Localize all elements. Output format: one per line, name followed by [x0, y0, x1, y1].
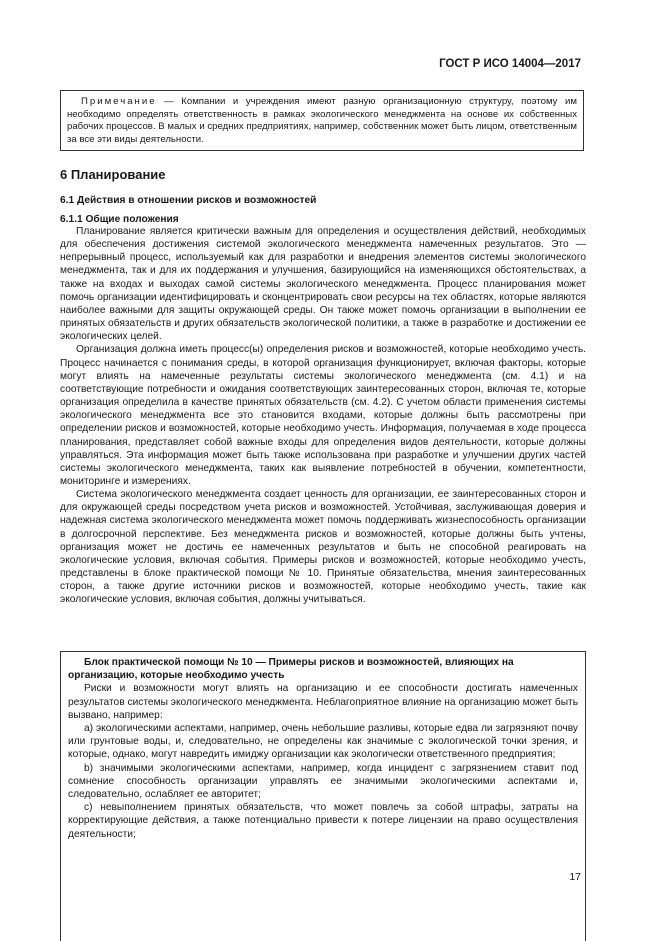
- note-paragraph: [67, 96, 577, 146]
- section-title: 6 Планирование: [60, 167, 166, 182]
- practice-block-title: Блок практической помощи № 10 — Примеры рисков и возможностей, влияющих на организацию, которые необходимо учесть: [68, 657, 514, 682]
- note-box: [60, 90, 584, 151]
- subsubsection-heading-block: [60, 214, 586, 225]
- note-text: — Компании и учреждения имеют разную организационную структуру, поэтому им необходимо определять ответственность в рамках экологического менеджмента на основе их собственных рабочих процессов. В малых и средних предприятиях, например, собственник может быть лицом, ответственным за все эти виды деятельности.: [67, 96, 577, 145]
- practice-block-item: b) значимыми экологическими аспектами, например, когда инцидент с загрязнением ставит под сомнение способность организации управлять ее значимыми экологическими аспектами и, следовательно, ослабляет ее авторитет;: [68, 762, 578, 801]
- page-number: 17: [569, 871, 581, 883]
- practice-block-intro: Риски и возможности могут влиять на организацию и ее способности достигать намеченных результатов системы экологического менеджмента. Неблагоприятное влияние на организацию может быть вызвано, например:: [68, 683, 578, 721]
- section-body: [60, 225, 586, 607]
- subsubsection-title: 6.1.1 Общие положения: [60, 214, 179, 225]
- subsection-heading-block: [60, 195, 586, 206]
- practice-block-item: c) невыполнением принятых обязательств, что может повлечь за собой штрафы, затраты на корректирующие действия, а также потенциально привести к потере лицензии на право осуществления деятельности;: [68, 802, 578, 840]
- practice-block-item: а) экологическими аспектами, например, очень небольшие разливы, которые едва ли загрязняют почву или грунтовые воды, и, следовательно, не определены как значимые с экологической точки зрения, и которые, однако, могут навредить имиджу организации как экологически ответственного предприятия;: [68, 723, 578, 761]
- practice-block-box: [60, 651, 586, 941]
- body-paragraph: Организация должна иметь процесс(ы) определения рисков и возможностей, которые необходимо учесть. Процесс начинается с понимания среды, в которой организация функционирует, включая факторы, которые могут влиять на намеченные результаты системы экологического менеджмента (см. 4.1) и на соответствующие потребности и ожидания соответствующих заинтересованных сторон, включая те, которые организация определила в качестве принятых обязательств (см. 4.2). С учетом области применения системы экологического менеджмента все это становится входами, которые должны быть рассмотрены при определении рисков и возможностей, которые необходимо учесть. Информация, получаемая в ходе процесса планирования, представляет собой важные входы для определения видов деятельности, которые должны управляться. Эта информация может быть также использована при разработке и улучшении других частей системы экологического менеджмента, таких как выявление потребностей в обучении, компетентности, мониторинге и измерениях.: [60, 344, 586, 487]
- section-heading-block: [60, 167, 586, 182]
- note-label: Примечание: [81, 96, 157, 107]
- subsection-title: 6.1 Действия в отношении рисков и возможностей: [60, 195, 317, 206]
- body-paragraph: Система экологического менеджмента создает ценность для организации, ее заинтересованных сторон и для окружающей среды посредством учета рисков и возможностей. Устойчивая, заслуживающая доверия и надежная система экологического менеджмента может помочь поддерживать жизнеспособность организации в долгосрочной перспективе. Без менеджмента рисков и возможностей, которые должны быть учтены, организация может не достичь ее намеченных результатов и быть не способной реагировать на экологические условия, включая события. Примеры рисков и возможностей, которые необходимо учесть, представлены в блоке практической помощи № 10. Принятые обязательства, мнения заинтересованных сторон, а также другие источники рисков и возможностей, которые необходимо учесть, такие как экологические условия, включая события, должны учитываться.: [60, 489, 586, 606]
- body-paragraph: Планирование является критически важным для определения и осуществления действий, необходимых для обеспечения достижения системой экологического менеджмента намеченных результатов. Это — непрерывный процесс, используемый как для разработки и внедрения элементов системы экологического менеджмента, так и для их поддержания и улучшения, базирующийся на изменяющихся обстоятельствах, а также на входах и выходах самой системы экологического менеджмента. Процесс планирования может помочь организации идентифицировать и сконцентрировать свои ресурсы на тех областях, которые являются наиболее важными для защиты окружающей среды. Он также может помочь организации в выполнении ее принятых обязательств и других обязательств экологической политики, а также в разработке и достижении ее экологических целей.: [60, 226, 586, 343]
- document-header: ГОСТ Р ИСО 14004—2017: [439, 58, 581, 70]
